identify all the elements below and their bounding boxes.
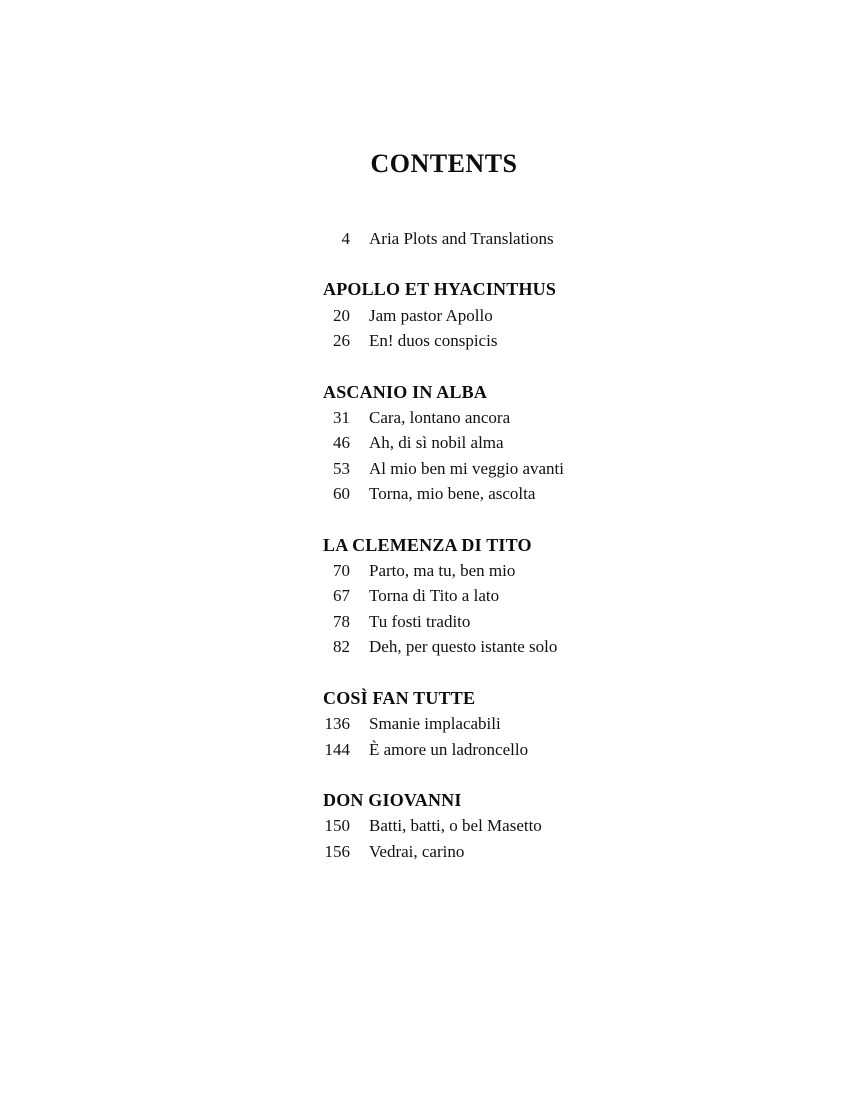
entry-title: Tu fosti tradito [369,611,471,631]
toc-entry [323,634,565,659]
toc-section [323,788,565,864]
section-entries [323,405,565,507]
entry-page-number: 156 [324,841,350,861]
toc-entry [323,583,565,608]
entry-page-number: 60 [333,484,350,504]
toc-entry [323,839,565,864]
toc-section [323,686,565,762]
entry-page-number: 144 [324,739,350,759]
entry-title: Deh, per questo istante solo [369,637,558,657]
toc-entry [323,456,565,481]
entry-title: Jam pastor Apollo [369,305,493,325]
entry-title: Parto, ma tu, ben mio [369,561,516,581]
section-heading: COSÌ FAN TUTTE [323,687,476,708]
entry-title: En! duos conspicis [369,331,498,351]
entry-title: Smanie implacabili [369,714,501,734]
toc-entry [323,737,565,762]
entry-page-number: 46 [333,433,350,453]
entry-title: Cara, lontano ancora [369,408,511,428]
entry-page-number: 4 [341,229,350,248]
entry-page-number: 20 [333,305,350,325]
toc-entry [323,430,565,455]
page-title: CONTENTS [370,149,518,178]
toc-entry [323,481,565,506]
toc-section [323,277,565,353]
toc-entry [323,558,565,583]
entry-title: Vedrai, carino [369,841,465,861]
toc-entry [323,328,565,353]
entry-page-number: 31 [333,408,350,428]
section-heading: ASCANIO IN ALBA [323,381,488,402]
toc-entry [323,303,565,328]
section-heading: LA CLEMENZA DI TITO [323,534,532,555]
entry-title: Aria Plots and Translations [369,229,554,248]
entry-page-number: 53 [333,458,350,478]
toc-entry [323,711,565,736]
entry-title: Torna di Tito a lato [369,586,500,606]
entry-page-number: 78 [333,611,350,631]
entry-page-number: 136 [324,714,350,734]
entry-page-number: 67 [333,586,350,606]
entry-page-number: 150 [324,816,350,836]
section-entries [323,558,565,660]
toc-entry [323,813,565,838]
entry-page-number: 70 [333,561,350,581]
toc-section [323,533,565,660]
section-entries [323,813,565,864]
entry-title: Torna, mio bene, ascolta [369,484,536,504]
section-heading: DON GIOVANNI [323,789,462,810]
toc-entry [323,405,565,430]
toc-entry [323,609,565,634]
section-entries [323,303,565,354]
section-heading: APOLLO ET HYACINTHUS [323,279,557,300]
toc-entry [323,226,565,251]
front-matter-list [323,226,565,251]
entry-title: Al mio ben mi veggio avanti [369,458,564,478]
section-entries [323,711,565,762]
entry-title: Ah, di sì nobil alma [369,433,504,453]
entry-page-number: 26 [333,331,350,351]
entry-page-number: 82 [333,637,350,657]
entry-title: Batti, batti, o bel Masetto [369,816,542,836]
entry-title: È amore un ladroncello [369,739,529,759]
table-of-contents [323,151,565,864]
toc-section [323,380,565,507]
sections-list [323,277,565,864]
